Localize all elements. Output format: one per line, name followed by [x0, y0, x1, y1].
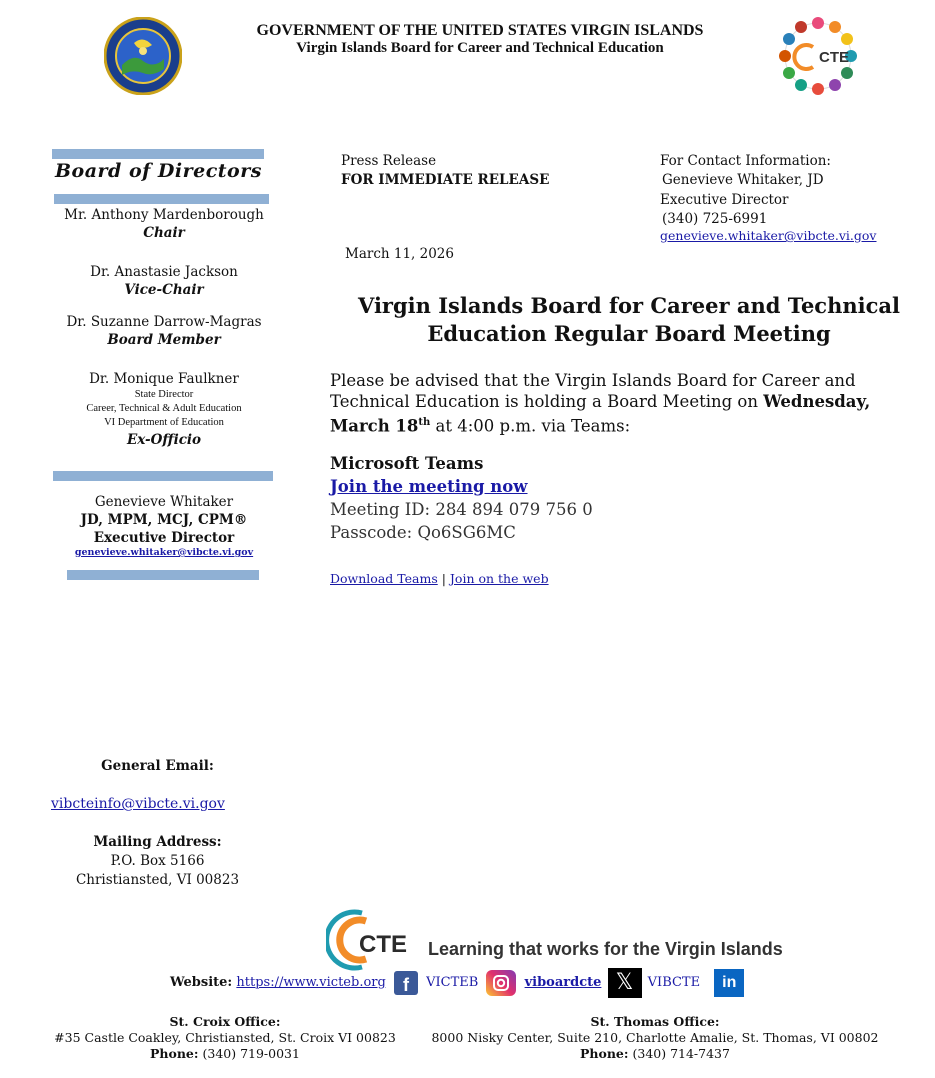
member-name: Dr. Anastasie Jackson [90, 264, 238, 280]
member-name: Dr. Monique Faulkner [89, 371, 239, 387]
cte-header-logo-text: CTE [819, 49, 849, 66]
member-name: Dr. Suzanne Darrow-Magras [66, 314, 262, 330]
paragraph-date-suffix: th [418, 417, 431, 428]
st-thomas-address: 8000 Nisky Center, Suite 210, Charlotte Amalie, St. Thomas, VI 00802 [431, 1030, 879, 1045]
join-meeting-link[interactable]: Join the meeting now [330, 477, 528, 496]
ex-officio-member [40, 370, 288, 449]
board-member-2 [40, 263, 288, 299]
link-separator: | [441, 571, 446, 586]
exofficio-line-3: VI Department of Education [104, 417, 224, 428]
sidebar-band-top [52, 149, 264, 159]
contact-label: For Contact Information: [660, 153, 831, 169]
header-line-2: Virgin Islands Board for Career and Technical Education [296, 40, 664, 56]
paragraph-date-bold: Wednesday, March 18 [330, 392, 871, 436]
download-teams-link[interactable]: Download Teams [330, 571, 438, 586]
contact-title: Executive Director [660, 192, 789, 208]
cte-header-logo [773, 17, 863, 95]
page-title [330, 292, 928, 348]
teams-heading: Microsoft Teams [330, 454, 484, 473]
board-member-3 [40, 313, 288, 349]
footer-tagline: Learning that works for the Virgin Islands [428, 939, 783, 959]
st-thomas-office [420, 1014, 890, 1062]
facebook-icon[interactable]: f [394, 971, 418, 995]
instagram-icon[interactable] [486, 970, 516, 996]
st-croix-office [40, 1014, 410, 1062]
director-credentials: JD, MPM, MCJ, CPM® [80, 512, 248, 528]
general-email-label: General Email: [101, 758, 214, 774]
exofficio-line-2: Career, Technical & Adult Education [86, 403, 242, 414]
director-title: Executive Director [93, 530, 235, 546]
contact-email-link[interactable]: genevieve.whitaker@vibcte.vi.gov [660, 228, 877, 243]
sidebar-band-bottom [67, 570, 259, 580]
paragraph-text-1: Please be advised that the Virgin Islands Board for Career and Technical Education is holding a Board Meeting on [330, 371, 856, 411]
meeting-id: Meeting ID: 284 894 079 756 0 [330, 500, 593, 519]
mailing-address-line-1: P.O. Box 5166 [110, 853, 205, 869]
member-role: Chair [143, 225, 185, 241]
st-croix-phone-label: Phone: [150, 1046, 199, 1061]
sidebar-band-3 [53, 471, 273, 481]
announcement-paragraph [330, 370, 895, 437]
member-name: Mr. Anthony Mardenborough [64, 207, 264, 223]
st-thomas-label: St. Thomas Office: [590, 1014, 720, 1029]
board-of-directors-heading: Board of Directors [55, 160, 262, 182]
release-date: March 11, 2026 [345, 246, 454, 262]
member-role: Board Member [107, 332, 221, 348]
sidebar-band-2 [54, 194, 269, 204]
header-line-1: GOVERNMENT OF THE UNITED STATES VIRGIN ISLANDS [256, 22, 704, 39]
board-member-1 [40, 206, 288, 242]
immediate-release-label: FOR IMMEDIATE RELEASE [341, 172, 550, 188]
website-link[interactable]: https://www.victeb.org [236, 975, 386, 990]
join-on-web-link[interactable]: Join on the web [449, 571, 549, 586]
linkedin-icon[interactable]: in [714, 969, 744, 997]
press-release-label: Press Release [341, 153, 437, 169]
meeting-passcode: Passcode: Qo6SG6MC [330, 523, 516, 542]
st-croix-label: St. Croix Office: [169, 1014, 281, 1029]
teams-links-row [330, 571, 549, 586]
st-croix-phone: (340) 719-0031 [202, 1046, 300, 1061]
st-croix-address: #35 Castle Coakley, Christiansted, St. Croix VI 00823 [54, 1030, 396, 1045]
st-thomas-phone: (340) 714-7437 [632, 1046, 730, 1061]
x-icon[interactable]: 𝕏 [608, 968, 642, 998]
instagram-handle-link[interactable]: viboardcte [524, 975, 602, 990]
member-role: Vice-Chair [124, 282, 204, 298]
cte-footer-logo-text: CTE [359, 931, 407, 958]
executive-director-block [40, 493, 288, 559]
paragraph-text-2: at 4:00 p.m. via Teams: [430, 416, 631, 436]
contact-phone: (340) 725-6991 [662, 211, 768, 227]
website-row [170, 968, 744, 1002]
member-role: Ex-Officio [126, 432, 202, 448]
director-email-link[interactable]: genevieve.whitaker@vibcte.vi.gov [74, 547, 254, 558]
website-label: Website: [170, 975, 233, 990]
x-handle: VIBCTE [647, 975, 701, 990]
contact-name: Genevieve Whitaker, JD [662, 172, 824, 188]
exofficio-line-1: State Director [134, 389, 194, 400]
director-name: Genevieve Whitaker [94, 494, 234, 510]
mailing-address-line-2: Christiansted, VI 00823 [75, 872, 240, 888]
title-line-1: Virgin Islands Board for Career and Technical [358, 293, 900, 318]
title-line-2: Education Regular Board Meeting [427, 321, 831, 346]
st-thomas-phone-label: Phone: [580, 1046, 629, 1061]
mailing-address-label: Mailing Address: [93, 834, 222, 850]
facebook-handle: VICTEB [426, 975, 479, 990]
general-email-link[interactable]: vibcteinfo@vibcte.vi.gov [51, 796, 225, 812]
cte-footer-logo [326, 907, 426, 973]
